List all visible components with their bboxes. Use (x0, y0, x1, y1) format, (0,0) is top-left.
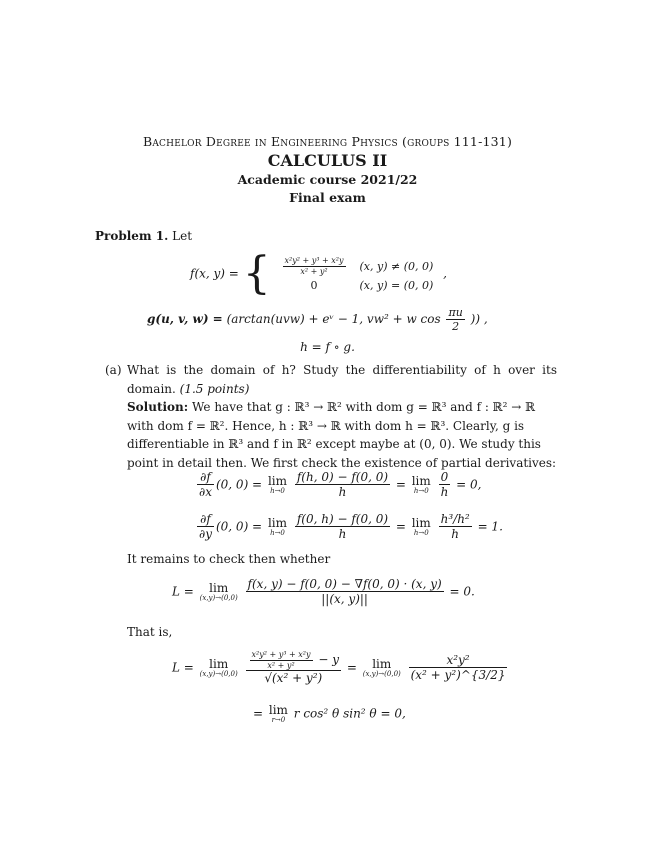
f-case1-value: $\frac{\text{x²y² + y³ + x²y}}{\text{x² + y²}}$ (284, 256, 344, 276)
problem-label: Problem 1. (95, 229, 169, 243)
course-title: CALCULUS II (267, 151, 388, 170)
L3-expression: r cos² θ sin² θ = 0, (293, 706, 406, 721)
f-lhs: f(x, y) = (190, 266, 239, 281)
problem-heading (95, 227, 192, 246)
dfdy-result: = 1. (477, 519, 503, 534)
L-quotient: $\frac{f(x, y) - f(0, 0) - \nabla f(0, 0) \cdot (x, y)}{||(x, y)||}$ (247, 577, 442, 607)
dfdx-quotient: $\frac{f(h, 0) - f(0, 0)}{h}$ (296, 470, 389, 500)
program-title: Bachelor Degree in Engineering Physics (groups 111-131) (142, 134, 513, 149)
L-polar-equation: = lim r→0 r cos² θ sin² θ = 0, (253, 703, 406, 724)
lim-operator: lim h→0 (267, 515, 288, 537)
part-a-question (127, 361, 557, 398)
part-a-points: (1.5 points) (179, 381, 250, 396)
g-lhs: g(u, v, w) = (147, 312, 223, 327)
lim-operator: lim r→0 (268, 703, 288, 724)
dfdx-mid: $\frac{0}{h}$ (440, 470, 449, 500)
lim-operator: lim (x,y)→(0,0) (199, 656, 238, 678)
L2-quotient: $\frac{\text{x²y² + y³ + x²y}}{\text{x² + y²}}$ − y √(x² + y²) (246, 650, 341, 686)
exam-title: Final exam (289, 190, 366, 205)
solution-line-3: differentiable in ℝ³ and f in ℝ² except maybe at (0, 0). We study this (127, 437, 541, 452)
solution-line-1: We have that g : ℝ³ → ℝ² with dom g = ℝ³ and f : ℝ² → ℝ (192, 400, 536, 414)
h-definition: h = f ∘ g. (300, 340, 355, 354)
dfdy-mid: $\frac{\text{h³/h²}}{h}$ (440, 512, 470, 542)
L-limit-equation: L = lim (x,y)→(0,0) $\frac{f(x, y) - f(0, 0) - \nabla f(0, 0) \cdot (x, y)}{||(x, y)||}$ = 0. (172, 577, 475, 607)
L2-rhs: $\frac{\text{x²y²}}{\text{(x² + y²)\textasciicircum{}\{3/2\}}}$ (410, 652, 506, 683)
lim-operator: lim h→0 (411, 473, 431, 495)
f-trailing-comma: , (443, 266, 447, 281)
partial-x-equation: $\frac{\partial f}{\partial x}$ (0, 0) = lim h→0 $\frac{f(h, 0) - f(0, 0)}{h}$ = lim h→0 $\frac{0}{h}$ = 0, (199, 470, 482, 500)
f-definition (190, 248, 447, 299)
problem-intro: Let (172, 229, 193, 243)
solution-label: Solution: (127, 400, 189, 414)
left-brace: { (242, 248, 271, 299)
solution-block (127, 398, 559, 472)
partial-y-equation: $\frac{\partial f}{\partial y}$ (0, 0) = lim h→0 $\frac{f(0, h) - f(0, 0)}{h}$ = lim h→0 $\frac{\text{h³/h²}}{h}$ = 1. (199, 512, 503, 542)
g-definition (147, 306, 488, 333)
g-rhs-b: )) , (470, 312, 488, 327)
dfdy-quotient: $\frac{f(0, h) - f(0, 0)}{h}$ (296, 512, 389, 542)
f-case2-value: 0 (310, 278, 318, 292)
part-a-question-text: What is the domain of h? Study the differentiability of h over its domain. (127, 363, 557, 396)
part-a-label: (a) (105, 363, 122, 377)
dfdy-lhs: (0, 0) = (215, 519, 263, 534)
solution-line-2: with dom f = ℝ². Hence, h : ℝ³ → ℝ with dom h = ℝ³. Clearly, g is (127, 418, 525, 433)
g-rhs-a: (arctan(uvw) + eᵛ − 1, vw² + w cos (226, 312, 441, 327)
lim-operator: lim h→0 (411, 515, 431, 537)
remains-text: It remains to check then whether (127, 552, 331, 566)
L-expanded-equation: L = lim (x,y)→(0,0) $\frac{\text{x²y² + y³ + x²y}}{\text{x² + y²}}$ − y √(x² + y²) = lim (x,y)→(0,0) $\frac{\text{x²y²}}{\text{(x² + y²)\textasciicircum{}\{3/2\}}}$ (172, 650, 506, 686)
L-result: = 0. (449, 584, 475, 599)
f-cases (275, 255, 440, 292)
that-is-text: That is, (127, 625, 173, 639)
f-case2-condition: (x, y) = (0, 0) (359, 278, 434, 292)
solution-line-4: point in detail then. We first check the existence of partial derivatives: (127, 455, 557, 470)
academic-year: Academic course 2021/22 (237, 172, 418, 187)
g-cos-arg: $\frac{\pi u}{2}$ (448, 306, 463, 334)
lim-operator: lim (x,y)→(0,0) (362, 656, 401, 678)
lim-operator: lim h→0 (267, 473, 288, 495)
dfdx-result: = 0, (456, 477, 482, 492)
f-case1-condition: (x, y) ≠ (0, 0) (359, 260, 434, 273)
lim-operator: lim (x,y)→(0,0) (199, 580, 238, 602)
dfdx-lhs: (0, 0) = (215, 477, 263, 492)
